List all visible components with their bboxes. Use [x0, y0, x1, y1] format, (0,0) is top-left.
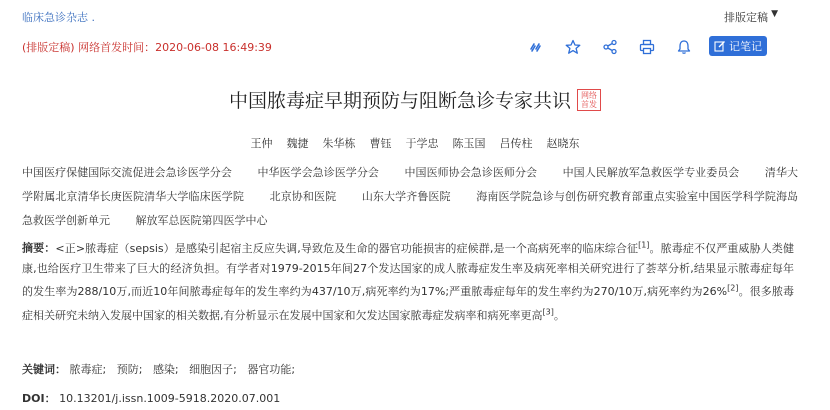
abstract-text [22, 242, 794, 322]
reference-link[interactable]: [2] [727, 283, 739, 293]
journal-name[interactable]: 临床急诊杂志 . [22, 11, 95, 24]
author-link[interactable]: 魏捷 [286, 137, 309, 150]
online-first-badge: 网络首发 [577, 89, 601, 111]
title-row [0, 86, 830, 113]
affiliation-link[interactable]: 山东大学齐鲁医院 [361, 190, 451, 203]
keyword-link[interactable]: 脓毒症; [69, 363, 107, 376]
affiliation-link[interactable]: 解放军总医院第四医学中心 [135, 214, 268, 227]
keyword-list [22, 361, 302, 377]
take-note-button[interactable] [709, 36, 767, 56]
author-link[interactable]: 朱华栋 [322, 137, 356, 150]
reference-link[interactable]: [3] [542, 307, 554, 317]
author-link[interactable]: 曹钰 [369, 137, 392, 150]
sort-dropdown[interactable]: 排版定稿 [724, 11, 768, 24]
keywords-label: 关键词： [22, 363, 66, 376]
author-link[interactable]: 于学忠 [405, 137, 439, 150]
keyword-link[interactable]: 感染; [152, 363, 179, 376]
affiliation-link[interactable]: 中华医学会急诊医学分会 [257, 166, 379, 179]
affiliation-link[interactable]: 海南医学院急诊与创伤研究教育部重点实验室中国医学科学院海岛急救医学创新单元 [22, 190, 799, 227]
keyword-link[interactable]: 器官功能; [247, 363, 296, 376]
keyword-link[interactable]: 细胞因子; [189, 363, 237, 376]
doi-label: DOI： [22, 392, 56, 405]
edit-icon [714, 40, 726, 52]
page-title: 中国脓毒症早期预防与阻断急诊专家共识 [228, 90, 571, 112]
affiliation-link[interactable]: 清华大学附属北京清华长庚医院清华大学临床医学院 [22, 166, 798, 203]
abstract-text-part: 。很多脓毒症相关研究未纳入发展中国家的相关数据,有分析显示在发展中国家和欠发达国家脓毒症发病率和病死率更高 [22, 285, 795, 322]
abstract-text-part: 。 [553, 308, 565, 322]
abstract-label: 摘要： [22, 241, 56, 255]
quote-icon[interactable] [525, 36, 547, 58]
doi-value: 10.13201/j.issn.1009-5918.2020.07.001 [59, 392, 281, 405]
abstract-text-part: <正>脓毒症（sepsis）是感染引起宿主反应失调,导致危及生命的器官功能损害的症候群,是一个高病死率的临床综合征 [55, 241, 639, 255]
abstract-text-part: 。脓毒症不仅严重威胁人类健康,也给医疗卫生带来了巨大的经济负担。有学者对1979-2015年间27个发达国家的成人脓毒症发生率及病死率相关研究进行了荟萃分析,结果显示脓毒症每年的发生率为288/10万,而近10年间脓毒症每年的发生率约为437/10万,病死率约为17%;严重脓毒症每年的发生率约为270/10万,病死率约为26% [22, 241, 795, 299]
doi-row [22, 390, 280, 406]
affiliation-link[interactable]: 北京协和医院 [269, 190, 337, 203]
affiliation-link[interactable]: 中国人民解放军急救医学专业委员会 [562, 166, 740, 179]
author-list [0, 135, 830, 151]
affiliation-list [22, 161, 798, 233]
star-icon[interactable] [562, 36, 584, 58]
author-link[interactable]: 陈玉国 [452, 137, 486, 150]
author-link[interactable]: 吕传柱 [499, 137, 533, 150]
author-link[interactable]: 王仲 [250, 137, 273, 150]
affiliation-link[interactable]: 中国医疗保健国际交流促进会急诊医学分会 [22, 166, 232, 179]
keyword-link[interactable]: 预防; [116, 363, 143, 376]
bell-icon[interactable] [673, 36, 695, 58]
article-toolbar [525, 36, 695, 58]
abstract [22, 235, 794, 326]
reference-link[interactable]: [1] [638, 240, 650, 249]
take-note-label: 记笔记 [729, 40, 762, 53]
share-icon[interactable] [599, 36, 621, 58]
affiliation-link[interactable]: 中国医师协会急诊医师分会 [404, 166, 538, 179]
publish-time: (排版定稿) 网络首发时间：2020-06-08 16:49:39 [22, 41, 272, 54]
print-icon[interactable] [636, 36, 658, 58]
chevron-down-icon[interactable]: ▼ [771, 9, 778, 19]
author-link[interactable]: 赵晓东 [546, 137, 580, 150]
